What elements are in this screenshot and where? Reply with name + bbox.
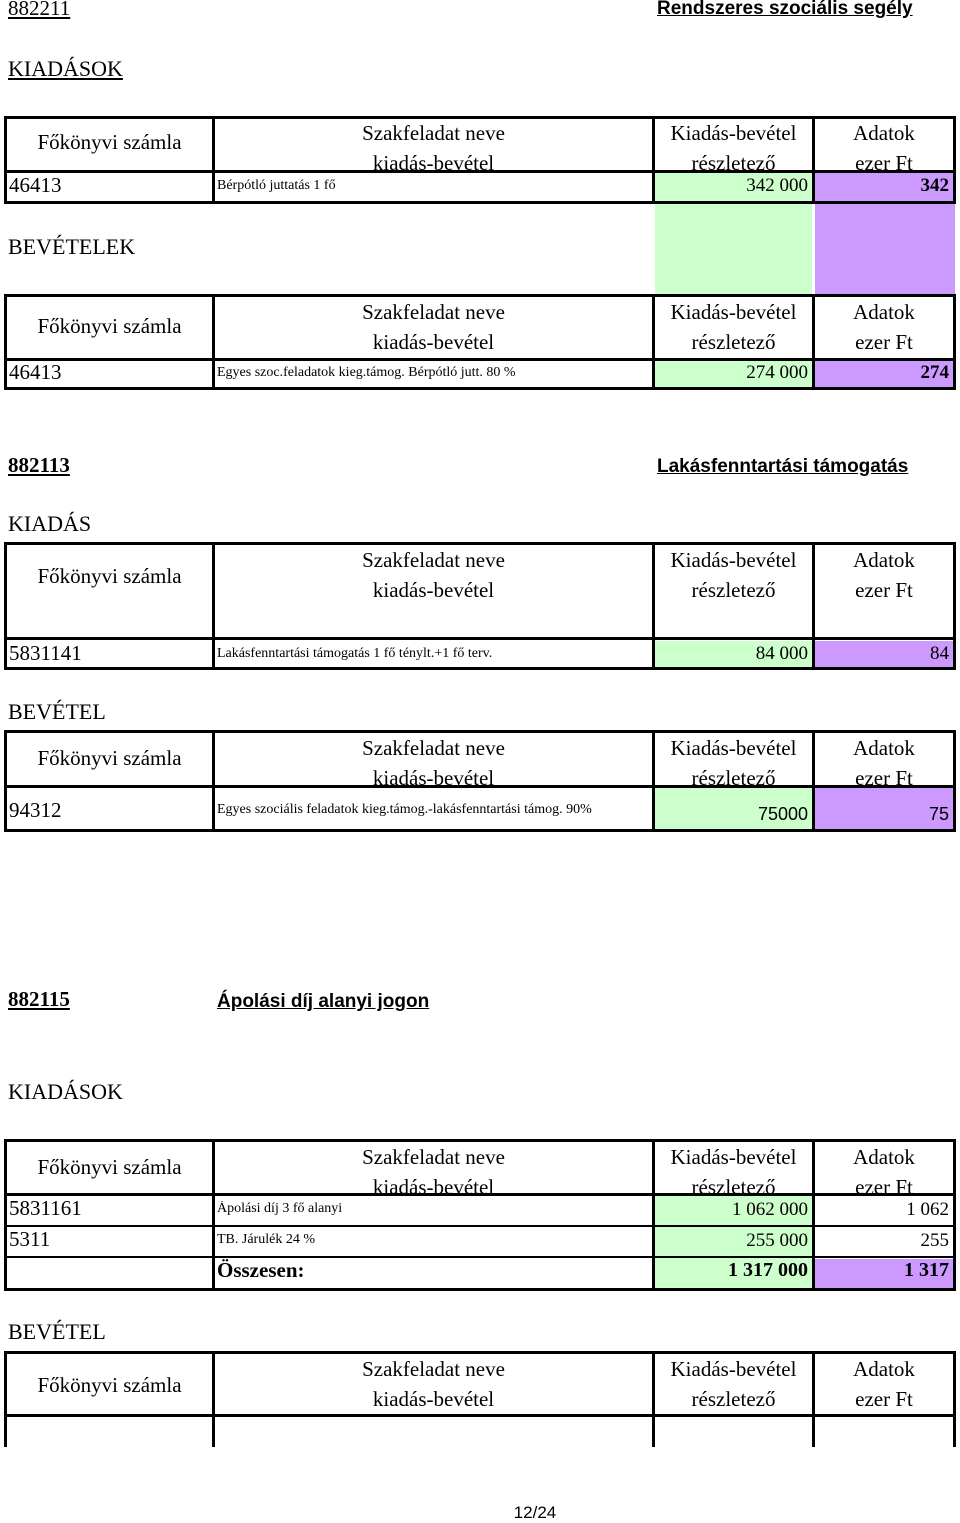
row-value: 255 bbox=[920, 1230, 949, 1251]
row-name: Ápolási díj 3 fő alanyi bbox=[217, 1201, 343, 1216]
header-adatok: Adatok ezer Ft bbox=[853, 300, 915, 354]
section-title: Ápolási díj alanyi jogon bbox=[217, 991, 430, 1012]
total-value: 1 317 bbox=[904, 1259, 949, 1281]
row-name: Bérpótló juttatás 1 fő bbox=[217, 178, 336, 193]
header-fokonyvi: Főkönyvi számla bbox=[37, 314, 182, 338]
row-code: 46413 bbox=[9, 360, 62, 384]
row-detail: 255 000 bbox=[746, 1230, 808, 1251]
header-szakfeladat: Szakfeladat neve kiadás-bevétel bbox=[362, 1145, 505, 1193]
header-fokonyvi: Főkönyvi számla bbox=[37, 1373, 182, 1397]
row-code: 5831161 bbox=[9, 1196, 82, 1220]
header-kiadas-bevetel: Kiadás-bevétel részletező bbox=[670, 1357, 797, 1411]
header-kiadas-bevetel: Kiadás-bevétel részletező bbox=[670, 736, 797, 785]
header-kiadas-bevetel: Kiadás-bevétel részletező bbox=[670, 548, 797, 602]
bevetel-label: BEVÉTEL bbox=[8, 699, 106, 724]
row-value: 1 062 bbox=[906, 1199, 949, 1220]
total-label: Összesen: bbox=[217, 1258, 305, 1282]
header-szakfeladat: Szakfeladat neve kiadás-bevétel bbox=[362, 300, 505, 354]
header-kiadas-bevetel: Kiadás-bevétel részletező bbox=[670, 1145, 797, 1193]
header-fokonyvi: Főkönyvi számla bbox=[37, 746, 182, 770]
row-code: 94312 bbox=[9, 798, 62, 822]
bevetel-label: BEVÉTEL bbox=[8, 1319, 106, 1344]
section-code: 882115 bbox=[8, 987, 70, 1011]
kiadasok-label: KIADÁSOK bbox=[8, 56, 123, 81]
row-value: 84 bbox=[930, 643, 949, 664]
row-name: Egyes szoc.feladatok kieg.támog. Bérpótló jutt. 80 % bbox=[217, 365, 516, 380]
row-value: 274 bbox=[920, 362, 949, 383]
section-code: 882211 bbox=[8, 0, 71, 20]
header-szakfeladat: Szakfeladat neve kiadás-bevétel bbox=[362, 121, 505, 170]
row-detail: 84 000 bbox=[755, 643, 808, 664]
header-adatok: Adatok ezer Ft bbox=[853, 121, 915, 170]
header-adatok: Adatok ezer Ft bbox=[853, 1145, 915, 1193]
row-code: 5831141 bbox=[9, 641, 82, 665]
header-kiadas-bevetel: Kiadás-bevétel részletező bbox=[670, 300, 797, 354]
header-szakfeladat: Szakfeladat neve kiadás-bevétel bbox=[362, 736, 505, 785]
row-name: Lakásfenntartási támogatás 1 fő ténylt.+1 fő terv. bbox=[217, 646, 493, 661]
bevetelek-label: BEVÉTELEK bbox=[8, 234, 136, 259]
header-fokonyvi: Főkönyvi számla bbox=[37, 564, 182, 588]
section-title: Rendszeres szociális segély bbox=[657, 0, 913, 19]
total-detail: 1 317 000 bbox=[728, 1259, 808, 1281]
row-code: 5311 bbox=[9, 1227, 51, 1251]
row-value: 75 bbox=[928, 804, 949, 824]
kiadasok-label: KIADÁSOK bbox=[8, 1079, 123, 1104]
row-detail: 1 062 000 bbox=[732, 1199, 808, 1220]
page-number: 12/24 bbox=[513, 1503, 557, 1522]
kiadas-label: KIADÁS bbox=[8, 511, 92, 536]
row-detail: 75000 bbox=[757, 804, 808, 824]
header-adatok: Adatok ezer Ft bbox=[853, 736, 915, 785]
header-adatok: Adatok ezer Ft bbox=[853, 548, 915, 602]
header-szakfeladat: Szakfeladat neve kiadás-bevétel bbox=[362, 1357, 505, 1411]
header-fokonyvi: Főkönyvi számla bbox=[37, 130, 182, 154]
header-adatok: Adatok ezer Ft bbox=[853, 1357, 915, 1411]
row-name: Egyes szociális feladatok kieg.támog.-lakásfenntartási támog. 90% bbox=[217, 802, 592, 817]
header-fokonyvi: Főkönyvi számla bbox=[37, 1155, 182, 1179]
row-name: TB. Járulék 24 % bbox=[217, 1232, 315, 1247]
row-code: 46413 bbox=[9, 173, 62, 197]
header-kiadas-bevetel: Kiadás-bevétel részletező bbox=[670, 121, 797, 170]
section-code: 882113 bbox=[8, 453, 70, 477]
row-value: 342 bbox=[920, 175, 949, 196]
header-szakfeladat: Szakfeladat neve kiadás-bevétel bbox=[362, 548, 505, 602]
row-detail: 342 000 bbox=[746, 175, 808, 196]
section-title: Lakásfenntartási támogatás bbox=[657, 456, 909, 477]
row-detail: 274 000 bbox=[746, 362, 808, 383]
